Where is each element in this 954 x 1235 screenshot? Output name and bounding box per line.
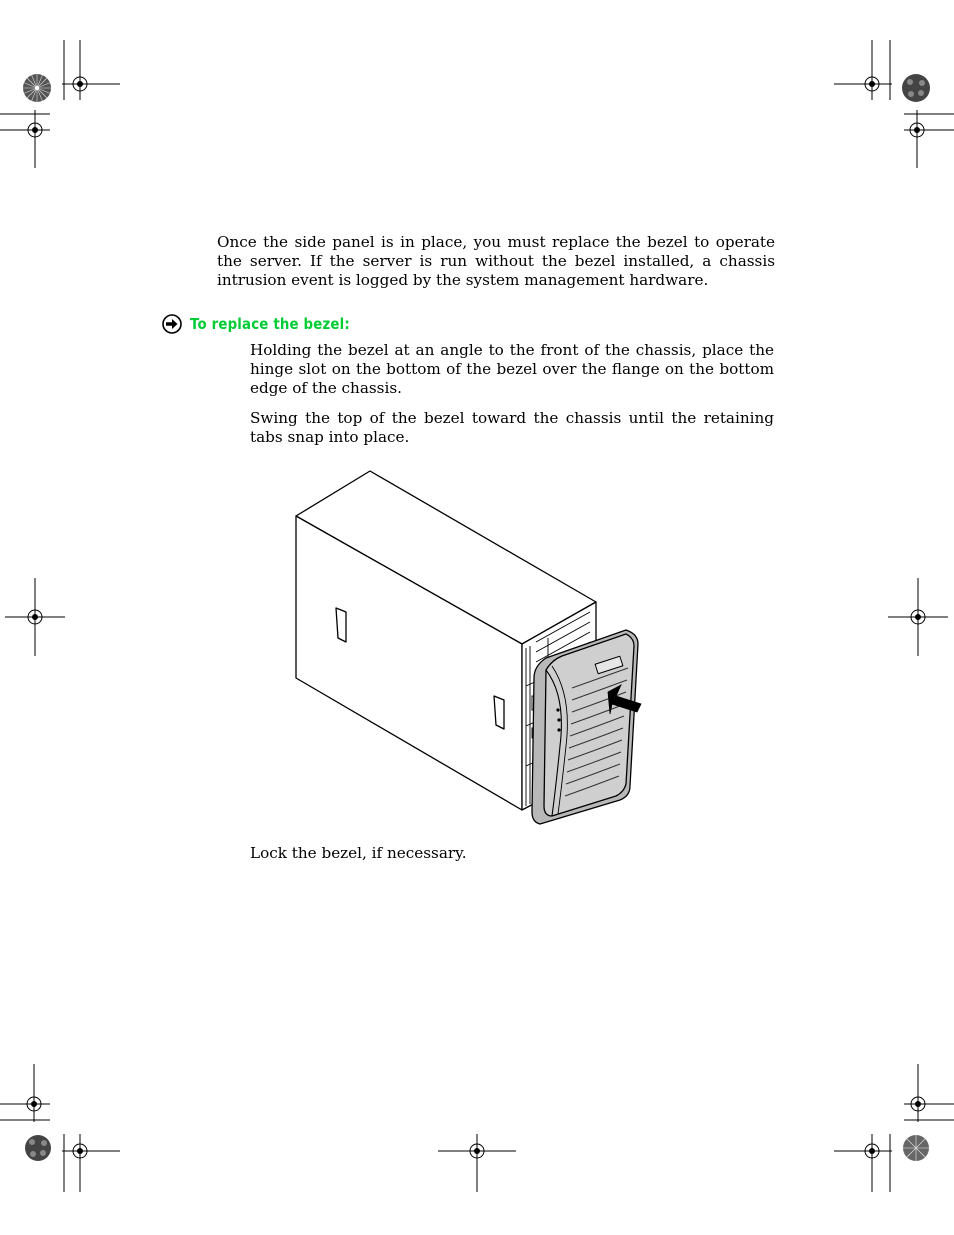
registration-crosshair-icon — [438, 1134, 516, 1194]
registration-crosshair-icon — [0, 1064, 70, 1124]
registration-crosshair-icon — [884, 1064, 954, 1124]
procedure-heading-text: To replace the bezel: — [190, 315, 350, 333]
color-wheel-icon — [24, 1134, 52, 1162]
registration-crosshair-icon — [62, 1134, 120, 1194]
server-bezel-illustration — [290, 466, 650, 828]
registration-crosshair-icon — [0, 110, 70, 170]
step-3: Lock the bezel, if necessary. — [250, 844, 467, 862]
intro-paragraph: Once the side panel is in place, you must replace the bezel to operate the server. If the server is run without the bezel installed, a chassis intrusion event is logged by the system management hardware. — [217, 233, 775, 289]
registration-crosshair-icon — [834, 40, 894, 100]
step-2: Swing the top of the bezel toward the chassis until the retaining tabs snap into place. — [250, 409, 774, 446]
registration-crosshair-icon — [62, 40, 120, 100]
color-wheel-icon — [902, 1134, 930, 1162]
procedure-heading — [162, 313, 376, 335]
registration-crosshair-icon — [888, 578, 948, 656]
registration-crosshair-icon — [834, 1134, 894, 1194]
color-wheel-icon — [22, 73, 52, 103]
side-handle-upper — [336, 608, 346, 642]
registration-crosshair-icon — [884, 110, 954, 170]
arrow-right-circle-icon — [162, 314, 182, 334]
registration-crosshair-icon — [5, 578, 65, 656]
step-1: Holding the bezel at an angle to the front of the chassis, place the hinge slot on the bottom of the bezel over the flange on the bottom edge of the chassis. — [250, 341, 774, 397]
side-handle-lower — [494, 696, 504, 729]
color-wheel-icon — [901, 73, 931, 103]
bezel — [532, 630, 638, 824]
